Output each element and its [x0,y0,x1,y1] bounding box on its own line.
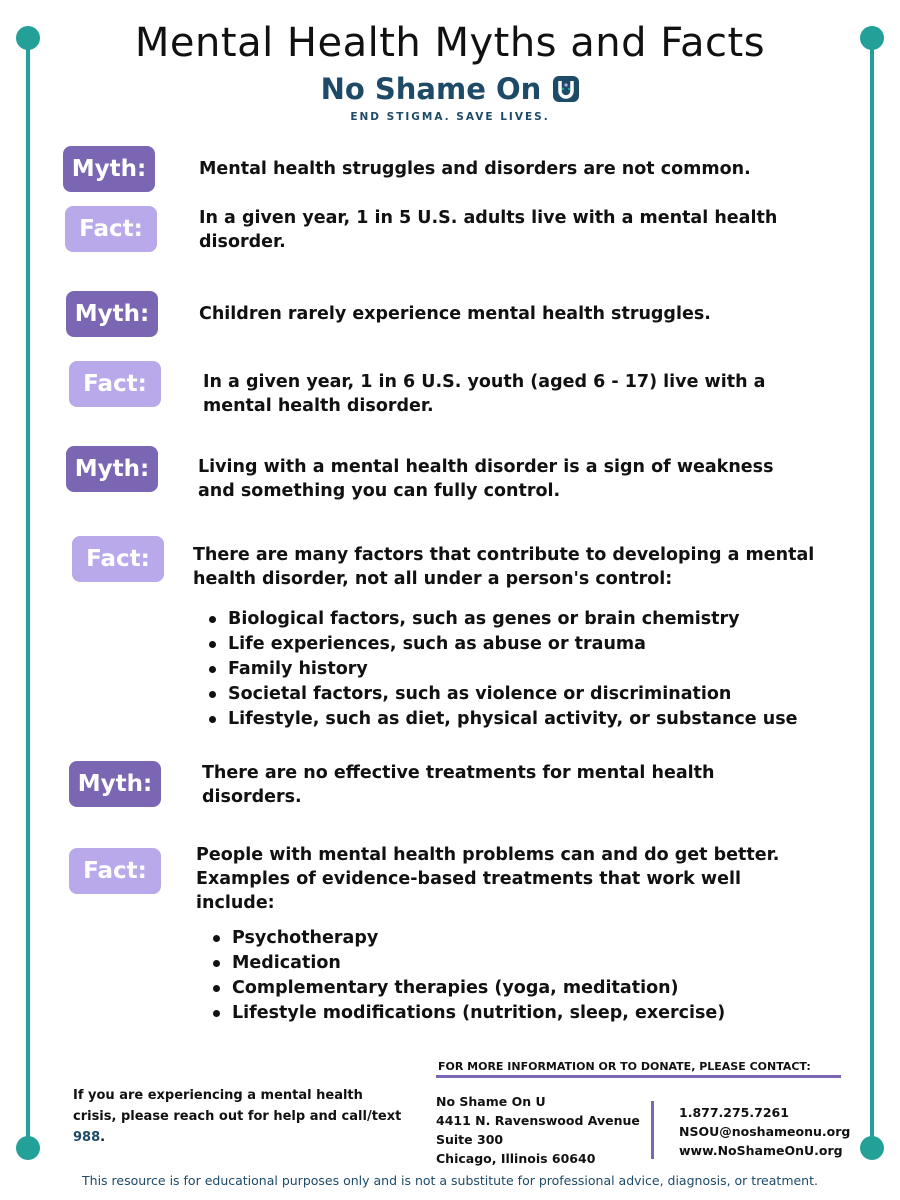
fact-text-3: There are many factors that contribute to developing a mental health disorder, not all under a person's control: [193,545,815,589]
page-title: Mental Health Myths and Facts [134,20,766,66]
brand-u-mark [553,76,579,102]
crisis-text: If you are experiencing a mental health crisis, please reach out for help and call/text [73,1088,402,1124]
left-border-line [26,36,30,1148]
list-item: Biological factors, such as genes or brain chemistry [205,607,798,632]
contact-underline [436,1075,841,1078]
myth-label-1: Myth: [63,146,155,192]
brand-tagline: END STIGMA. SAVE LIVES. [350,111,550,123]
list-item: Lifestyle modifications (nutrition, sleep, exercise) [209,1001,725,1026]
disclaimer: This resource is for educational purposes only and is not a substitute for professional advice, diagnosis, or treatment. [82,1173,818,1188]
brand-name: No Shame On [320,72,542,106]
myth-text-3: Living with a mental health disorder is a sign of weakness and something you can fully control. [198,457,774,501]
org-name: No Shame On U [436,1094,546,1109]
phone-number[interactable]: 1.877.275.7261 [679,1105,789,1120]
address-line-1: 4411 N. Ravenswood Avenue [436,1113,640,1128]
crisis-number[interactable]: 988 [73,1130,101,1145]
fact-text-1: In a given year, 1 in 5 U.S. adults live with a mental health disorder. [199,208,778,252]
contact-divider [651,1101,654,1159]
fact-label-1: Fact: [65,206,157,252]
list-item: Complementary therapies (yoga, meditation) [209,976,725,1001]
myth-label-2: Myth: [66,291,158,337]
left-bottom-dot [16,1136,40,1160]
website-link[interactable]: www.NoShameOnU.org [679,1143,843,1158]
fact-label-4: Fact: [69,848,161,894]
list-item: Psychotherapy [209,926,725,951]
right-bottom-dot [860,1136,884,1160]
factors-list [205,607,798,732]
address-line-3: Chicago, Illinois 60640 [436,1151,596,1166]
address-line-2: Suite 300 [436,1132,504,1147]
myth-label-3: Myth: [66,446,158,492]
brand-logo [0,72,900,106]
contact-heading: FOR MORE INFORMATION OR TO DONATE, PLEASE CONTACT: [438,1060,811,1073]
myth-text-1: Mental health struggles and disorders are not common. [199,159,751,179]
list-item: Life experiences, such as abuse or trauma [205,632,798,657]
list-item: Medication [209,951,725,976]
list-item: Lifestyle, such as diet, physical activity, or substance use [205,707,798,732]
fact-text-4: People with mental health problems can and do get better. Examples of evidence-based treatments that work well include: [196,845,780,913]
myth-text-2: Children rarely experience mental health struggles. [199,304,711,324]
crisis-end: . [100,1130,106,1145]
myth-text-4: There are no effective treatments for mental health disorders. [202,763,715,807]
crisis-message [73,1085,403,1148]
fact-label-2: Fact: [69,361,161,407]
fact-label-3: Fact: [72,536,164,582]
fact-text-2: In a given year, 1 in 6 U.S. youth (aged 6 - 17) live with a mental health disorder. [203,372,766,416]
list-item: Societal factors, such as violence or discrimination [205,682,798,707]
list-item: Family history [205,657,798,682]
myth-label-4: Myth: [69,761,161,807]
mailing-address [436,1092,640,1168]
email-link[interactable]: NSOU@noshameonu.org [679,1124,851,1139]
contact-details [679,1103,850,1160]
treatments-list [209,926,725,1026]
right-border-line [870,36,874,1148]
